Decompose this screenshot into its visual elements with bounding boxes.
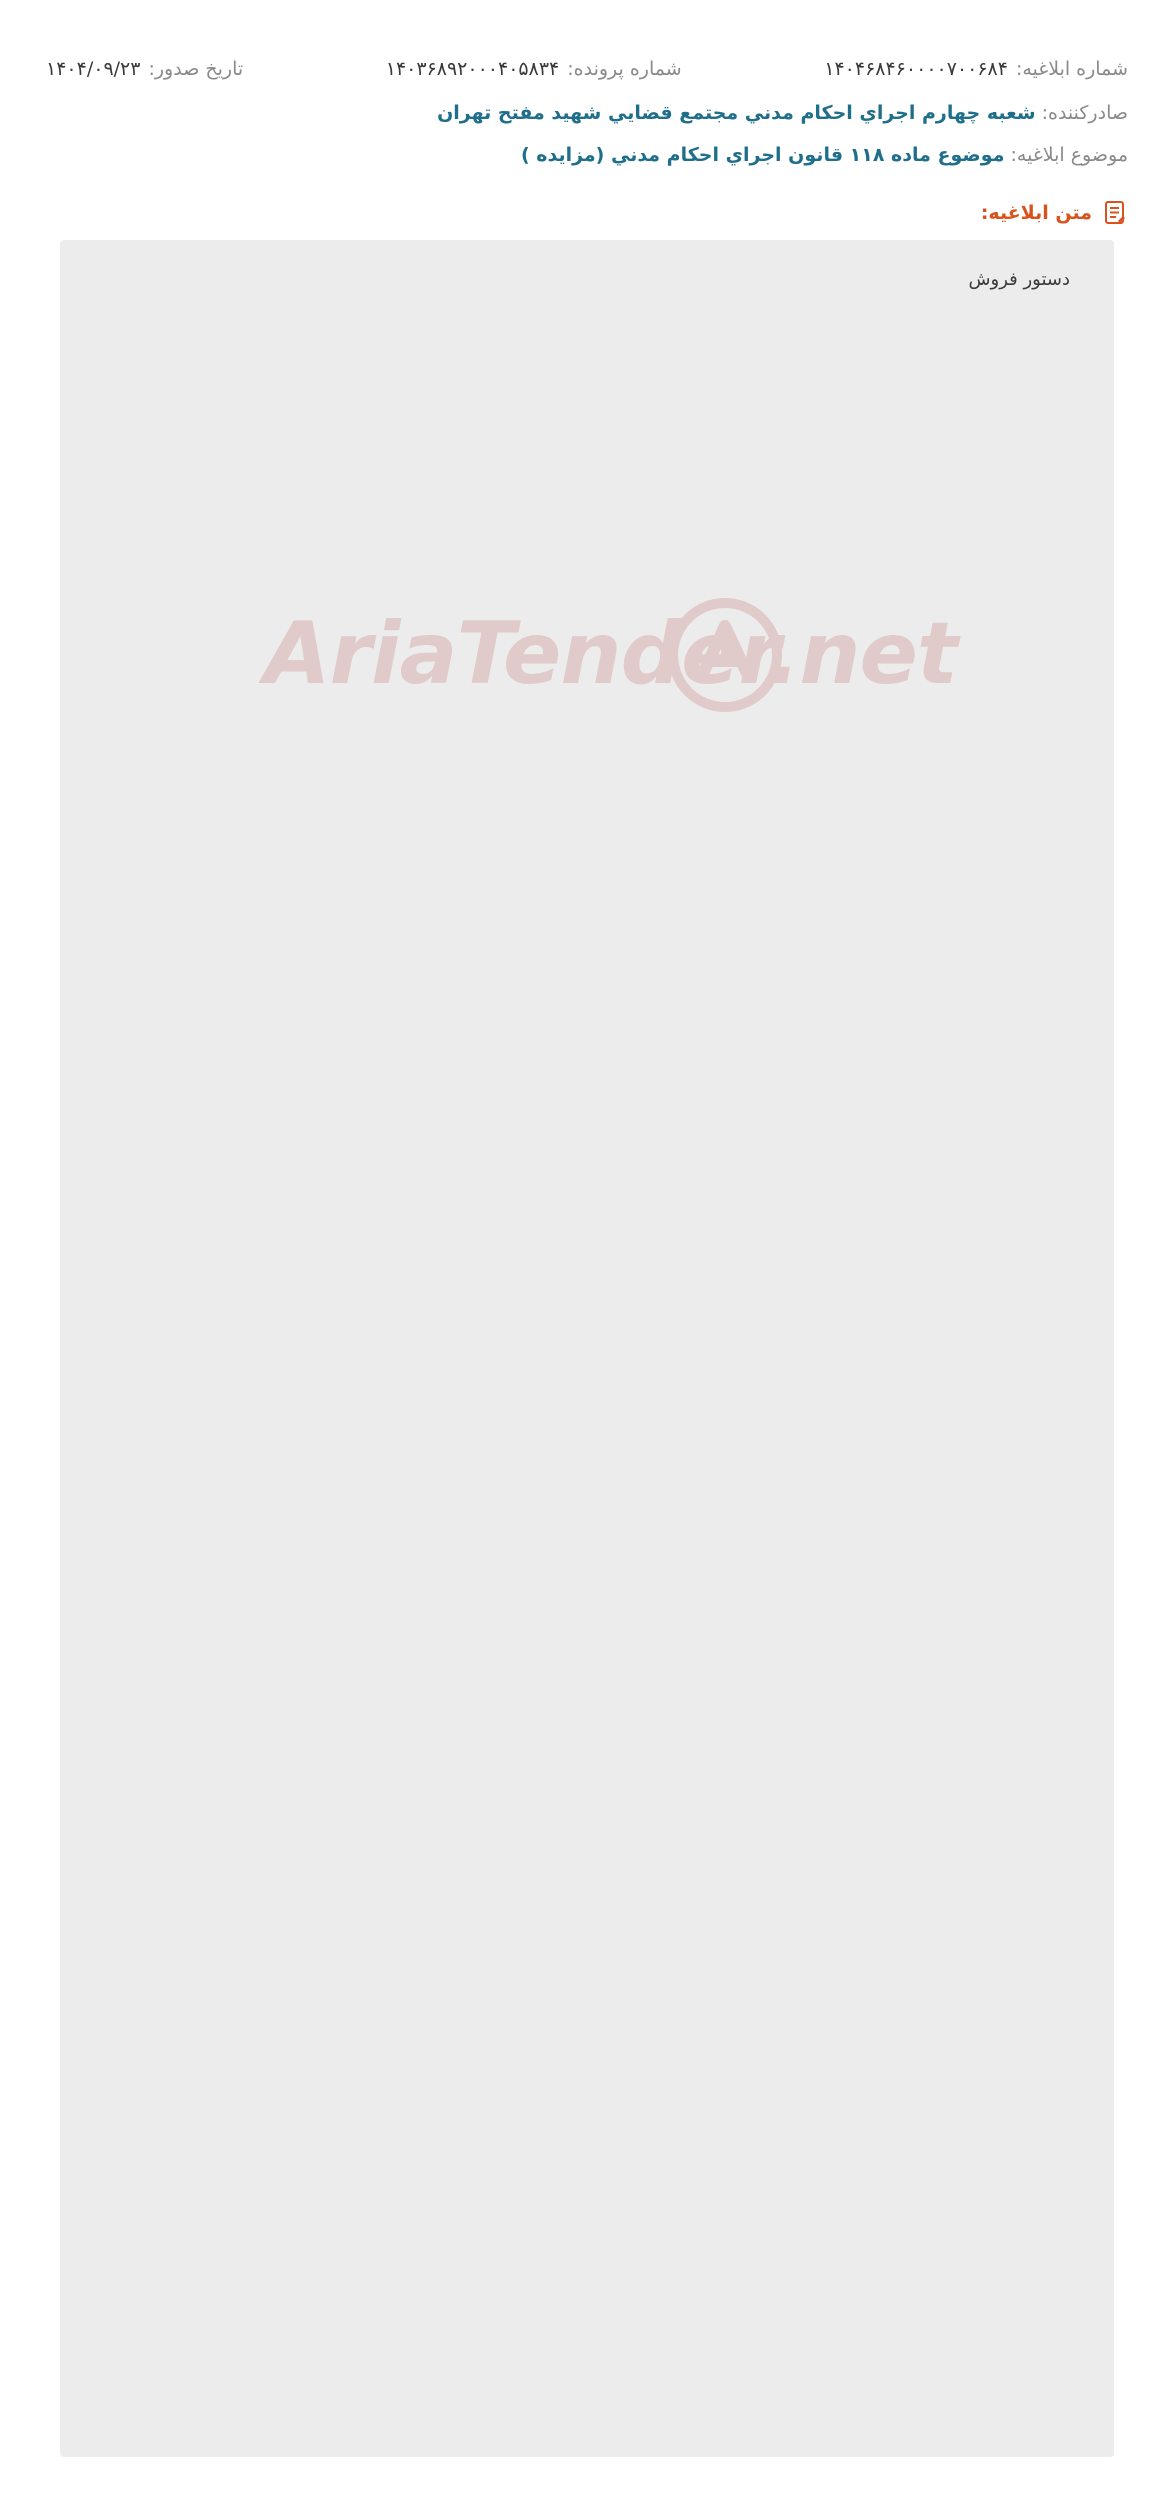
notice-text-title: [981, 200, 1128, 226]
notice-meta-row: [46, 56, 1128, 82]
case-number: [386, 56, 682, 82]
issue-date: [46, 56, 243, 82]
subject-label: موضوع ابلاغیه:: [1010, 144, 1128, 166]
case-number-label: شماره پرونده:: [567, 58, 682, 80]
document-text-icon: [1102, 200, 1128, 226]
watermark-text: AriaTender.net: [264, 604, 957, 704]
issuer-value: شعبه چهارم اجراي احكام مدني مجتمع قضايي شهيد مفتح تهران: [437, 102, 1036, 124]
case-number-value: ۱۴۰۳۶۸۹۲۰۰۰۴۰۵۸۳۴: [385, 58, 560, 80]
issue-date-label: تاریخ صدور:: [148, 58, 244, 80]
notice-heading: دستور فروش: [968, 269, 1070, 290]
notice-body: [90, 268, 1070, 2429]
issuer-row: [46, 100, 1128, 126]
notice-number-value: ۱۴۰۴۶۸۴۶۰۰۰۰۷۰۰۶۸۴: [824, 58, 1008, 80]
issuer-label: صادرکننده:: [1041, 102, 1128, 124]
notice-number: [824, 56, 1128, 82]
notice-number-label: شماره ابلاغیه:: [1015, 58, 1128, 80]
issue-date-value: ۱۴۰۴/۰۹/۲۳: [46, 58, 141, 80]
notice-panel: [60, 240, 1114, 2457]
subject-value: موضوع ماده ۱۱۸ قانون اجراي احكام مدني (مزایده ): [520, 144, 1005, 166]
subject-row: [46, 142, 1128, 168]
notice-text-label: متن ابلاغیه:: [980, 202, 1092, 224]
